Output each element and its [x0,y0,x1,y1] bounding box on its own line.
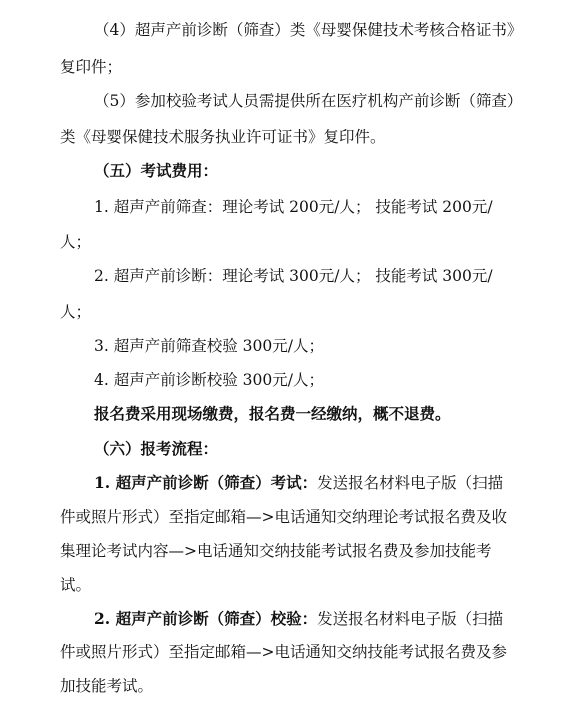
paragraph-line: 人； [60,233,92,251]
bold-lead: 2. 超声产前诊断（筛查）校验： [94,609,318,628]
paragraph-line: （5）参加校验考试人员需提供所在医疗机构产前诊断（筛查） [94,92,523,110]
paragraph-line [94,473,503,493]
line-text: 发送报名材料电子版（扫描 [317,610,504,628]
paragraph-line: 件或照片形式）至指定邮箱—>电话通知交纳技能考试报名费及参 [60,643,507,661]
paragraph-line: 集理论考试内容—>电话通知交纳技能考试报名费及参加技能考 [60,542,492,560]
section-heading: （六）报考流程： [94,439,219,458]
paragraph-line: 复印件； [60,58,123,76]
bold-lead: 1. 超声产前诊断（筛查）考试： [94,473,318,492]
section-heading: （五）考试费用： [94,161,219,180]
paragraph-line: 加技能考试。 [60,677,154,695]
paragraph-line: 件或照片形式）至指定邮箱—>电话通知交纳理论考试报名费及收 [60,508,507,526]
paragraph-line: 类《母婴保健技术服务执业许可证书》复印件。 [60,128,386,146]
paragraph-line: 1. 超声产前筛查：理论考试 200元/人； 技能考试 200元/ [94,198,493,216]
paragraph-line: 人； [60,303,92,321]
line-text: 发送报名材料电子版（扫描 [317,474,504,492]
paragraph-line: 2. 超声产前诊断：理论考试 300元/人； 技能考试 300元/ [94,267,493,285]
bold-notice: 报名费采用现场缴费，报名费一经缴纳，概不退费。 [94,404,451,423]
paragraph-line: 3. 超声产前筛查校验 300元/人； [94,337,324,355]
paragraph-line: 4. 超声产前诊断校验 300元/人； [94,371,324,389]
paragraph-line: （4）超声产前诊断（筛查）类《母婴保健技术考核合格证书》 [94,21,523,39]
paragraph-line [94,609,503,629]
paragraph-line: 试。 [60,576,92,594]
